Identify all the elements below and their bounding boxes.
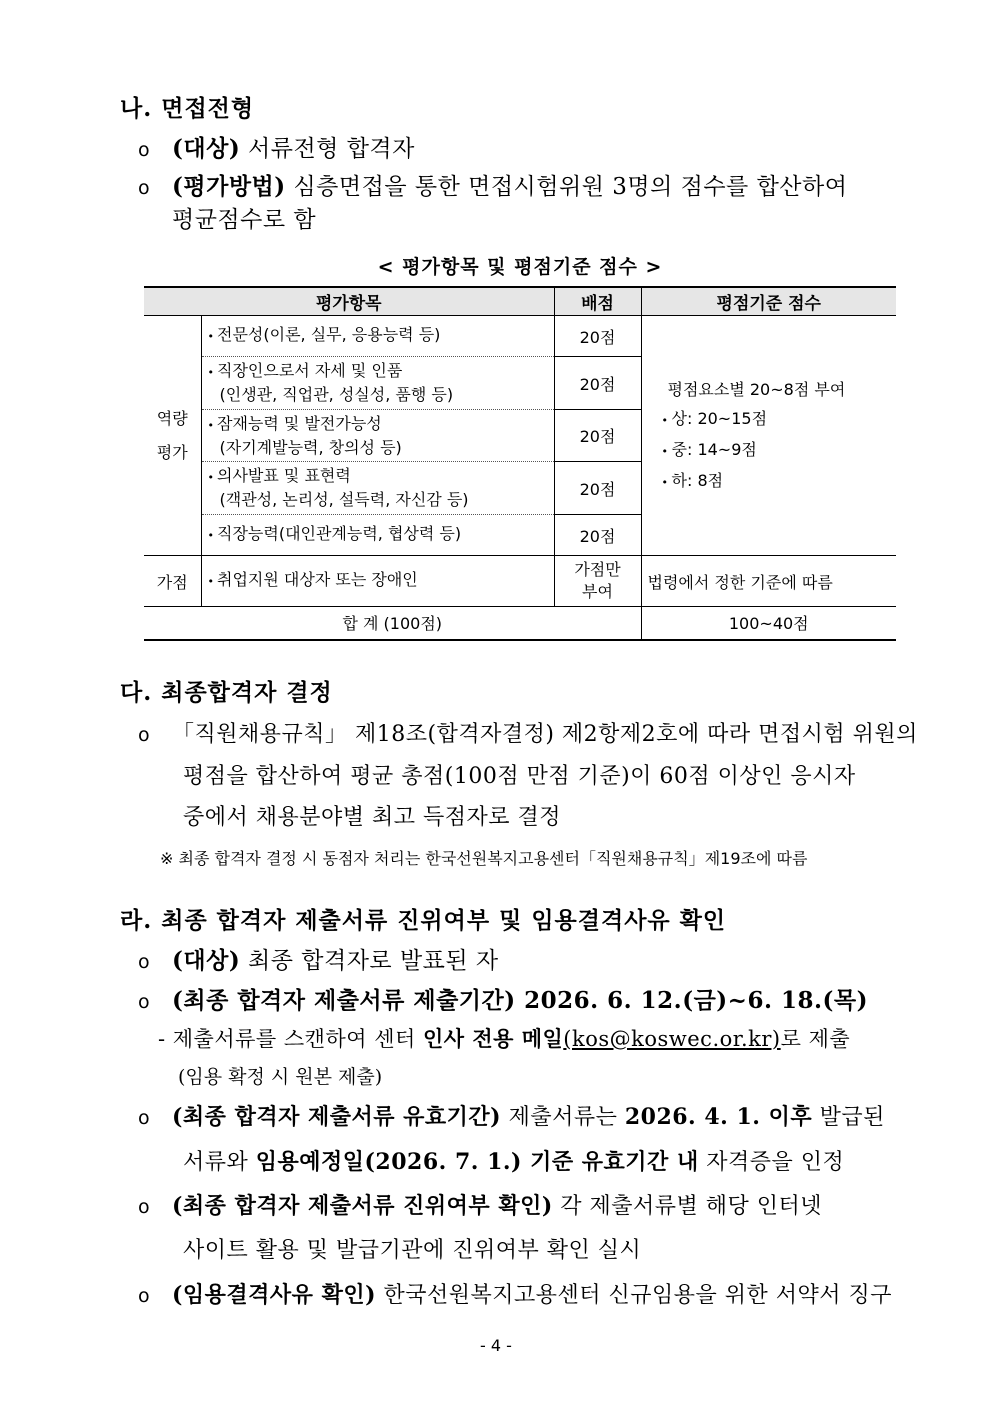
- header-criteria: 평점기준 점수: [641, 287, 896, 316]
- total-value: 100~40점: [641, 607, 896, 640]
- bullet-icon: o: [138, 951, 151, 973]
- table-row: • 잠재능력 및 발전가능성 (자기계발능력, 창의성 등): [201, 410, 554, 462]
- decision-line-2: 평점을 합산하여 평균 총점(100점 만점 기준)이 60점 이상인 응시자: [183, 764, 856, 789]
- submission-note: (임용 확정 시 원본 제출): [178, 1066, 383, 1088]
- bullet-icon: o: [138, 1196, 151, 1218]
- bullet-icon: o: [138, 1107, 151, 1129]
- evaluation-table: [144, 286, 896, 641]
- bullet-key: (대상): [172, 135, 241, 162]
- score-cell: 20점: [554, 357, 641, 410]
- page-number: - 4 -: [480, 1336, 512, 1355]
- criteria-cell: 평점요소별 20~8점 부여 • 상: 20~15점 • 중: 14~9점 • 하: 8점: [641, 316, 896, 556]
- decision-line-3: 중에서 채용분야별 최고 득점자로 결정: [183, 805, 562, 830]
- table-row: • 전문성(이론, 실무, 응용능력 등): [201, 316, 554, 357]
- bullet-icon: o: [138, 991, 151, 1013]
- bullet-icon: o: [138, 139, 151, 161]
- bullet-icon: o: [138, 724, 151, 746]
- bullet-key: (평가방법): [172, 173, 286, 200]
- bullet-validity: o (최종 합격자 제출서류 유효기간) 제출서류는 2026. 4. 1. 이후 발급된: [138, 1104, 885, 1130]
- decision-line-1: o 「직원채용규칙」 제18조(합격자결정) 제2항제2호에 따라 면접시험 위원의: [138, 722, 918, 747]
- bullet-authenticity: o (최종 합격자 제출서류 진위여부 확인) 각 제출서류별 해당 인터넷: [138, 1193, 822, 1219]
- bullet-target: [138, 130, 415, 163]
- tie-break-note: ※ 최종 합격자 결정 시 동점자 처리는 한국선원복지고용센터「직원채용규칙」제19조에 따름: [160, 849, 808, 868]
- bullet-method-cont: 평균점수로 함: [172, 207, 317, 233]
- section-title-final-decision: 다. 최종합격자 결정: [120, 679, 333, 706]
- header-item: 평가항목: [144, 287, 554, 316]
- bullet-text: 서류전형 합격자: [240, 136, 415, 162]
- bullet-text: 심층면접을 통한 면접시험위원 3명의 점수를 합산하여: [285, 174, 848, 200]
- group-competency: 역량 평가: [144, 316, 201, 556]
- group-bonus: 가점: [144, 556, 201, 607]
- validity-cont: 서류와 임용예정일(2026. 7. 1.) 기준 유효기간 내 자격증을 인정: [183, 1149, 845, 1175]
- bullet-submission-period: o (최종 합격자 제출서류 제출기간) 2026. 6. 12.(금)~6. 18.(목): [138, 987, 868, 1014]
- authenticity-cont: 사이트 활용 및 발급기관에 진위여부 확인 실시: [183, 1238, 642, 1263]
- bonus-criteria-cell: 법령에서 정한 기준에 따름: [641, 556, 896, 607]
- bullet-final-target: o (대상) 최종 합격자로 발표된 자: [138, 947, 499, 974]
- email-link[interactable]: (kos@koswec.or.kr): [563, 1027, 781, 1051]
- score-cell: 20점: [554, 316, 641, 357]
- bullet-icon: o: [138, 1285, 151, 1307]
- section-title-document-check: 라. 최종 합격자 제출서류 진위여부 및 임용결격사유 확인: [120, 907, 727, 934]
- table-caption: < 평가항목 및 평점기준 점수 >: [377, 256, 663, 278]
- header-score: 배점: [554, 287, 641, 316]
- score-cell: 20점: [554, 410, 641, 462]
- submission-instruction: - 제출서류를 스캔하여 센터 인사 전용 메일(kos@koswec.or.kr)로 제출: [158, 1026, 851, 1051]
- section-title-interview: 나. 면접전형: [120, 95, 255, 122]
- bullet-method: [138, 168, 847, 201]
- bullet-disqualification: o (임용결격사유 확인) 한국선원복지고용센터 신규임용을 위한 서약서 징구: [138, 1282, 893, 1308]
- total-label: 합 계 (100점): [144, 607, 641, 640]
- table-row: • 의사발표 및 표현력 (객관성, 논리성, 설득력, 자신감 등): [201, 462, 554, 515]
- table-row: • 직장능력(대인관계능력, 협상력 등): [201, 515, 554, 556]
- score-cell: 20점: [554, 462, 641, 515]
- bonus-score-cell: 가점만 부여: [554, 556, 641, 607]
- table-row: • 직장인으로서 자세 및 인품 (인생관, 직업관, 성실성, 품행 등): [201, 357, 554, 410]
- table-row: • 취업지원 대상자 또는 장애인: [201, 556, 554, 607]
- score-cell: 20점: [554, 515, 641, 556]
- bullet-icon: o: [138, 177, 151, 199]
